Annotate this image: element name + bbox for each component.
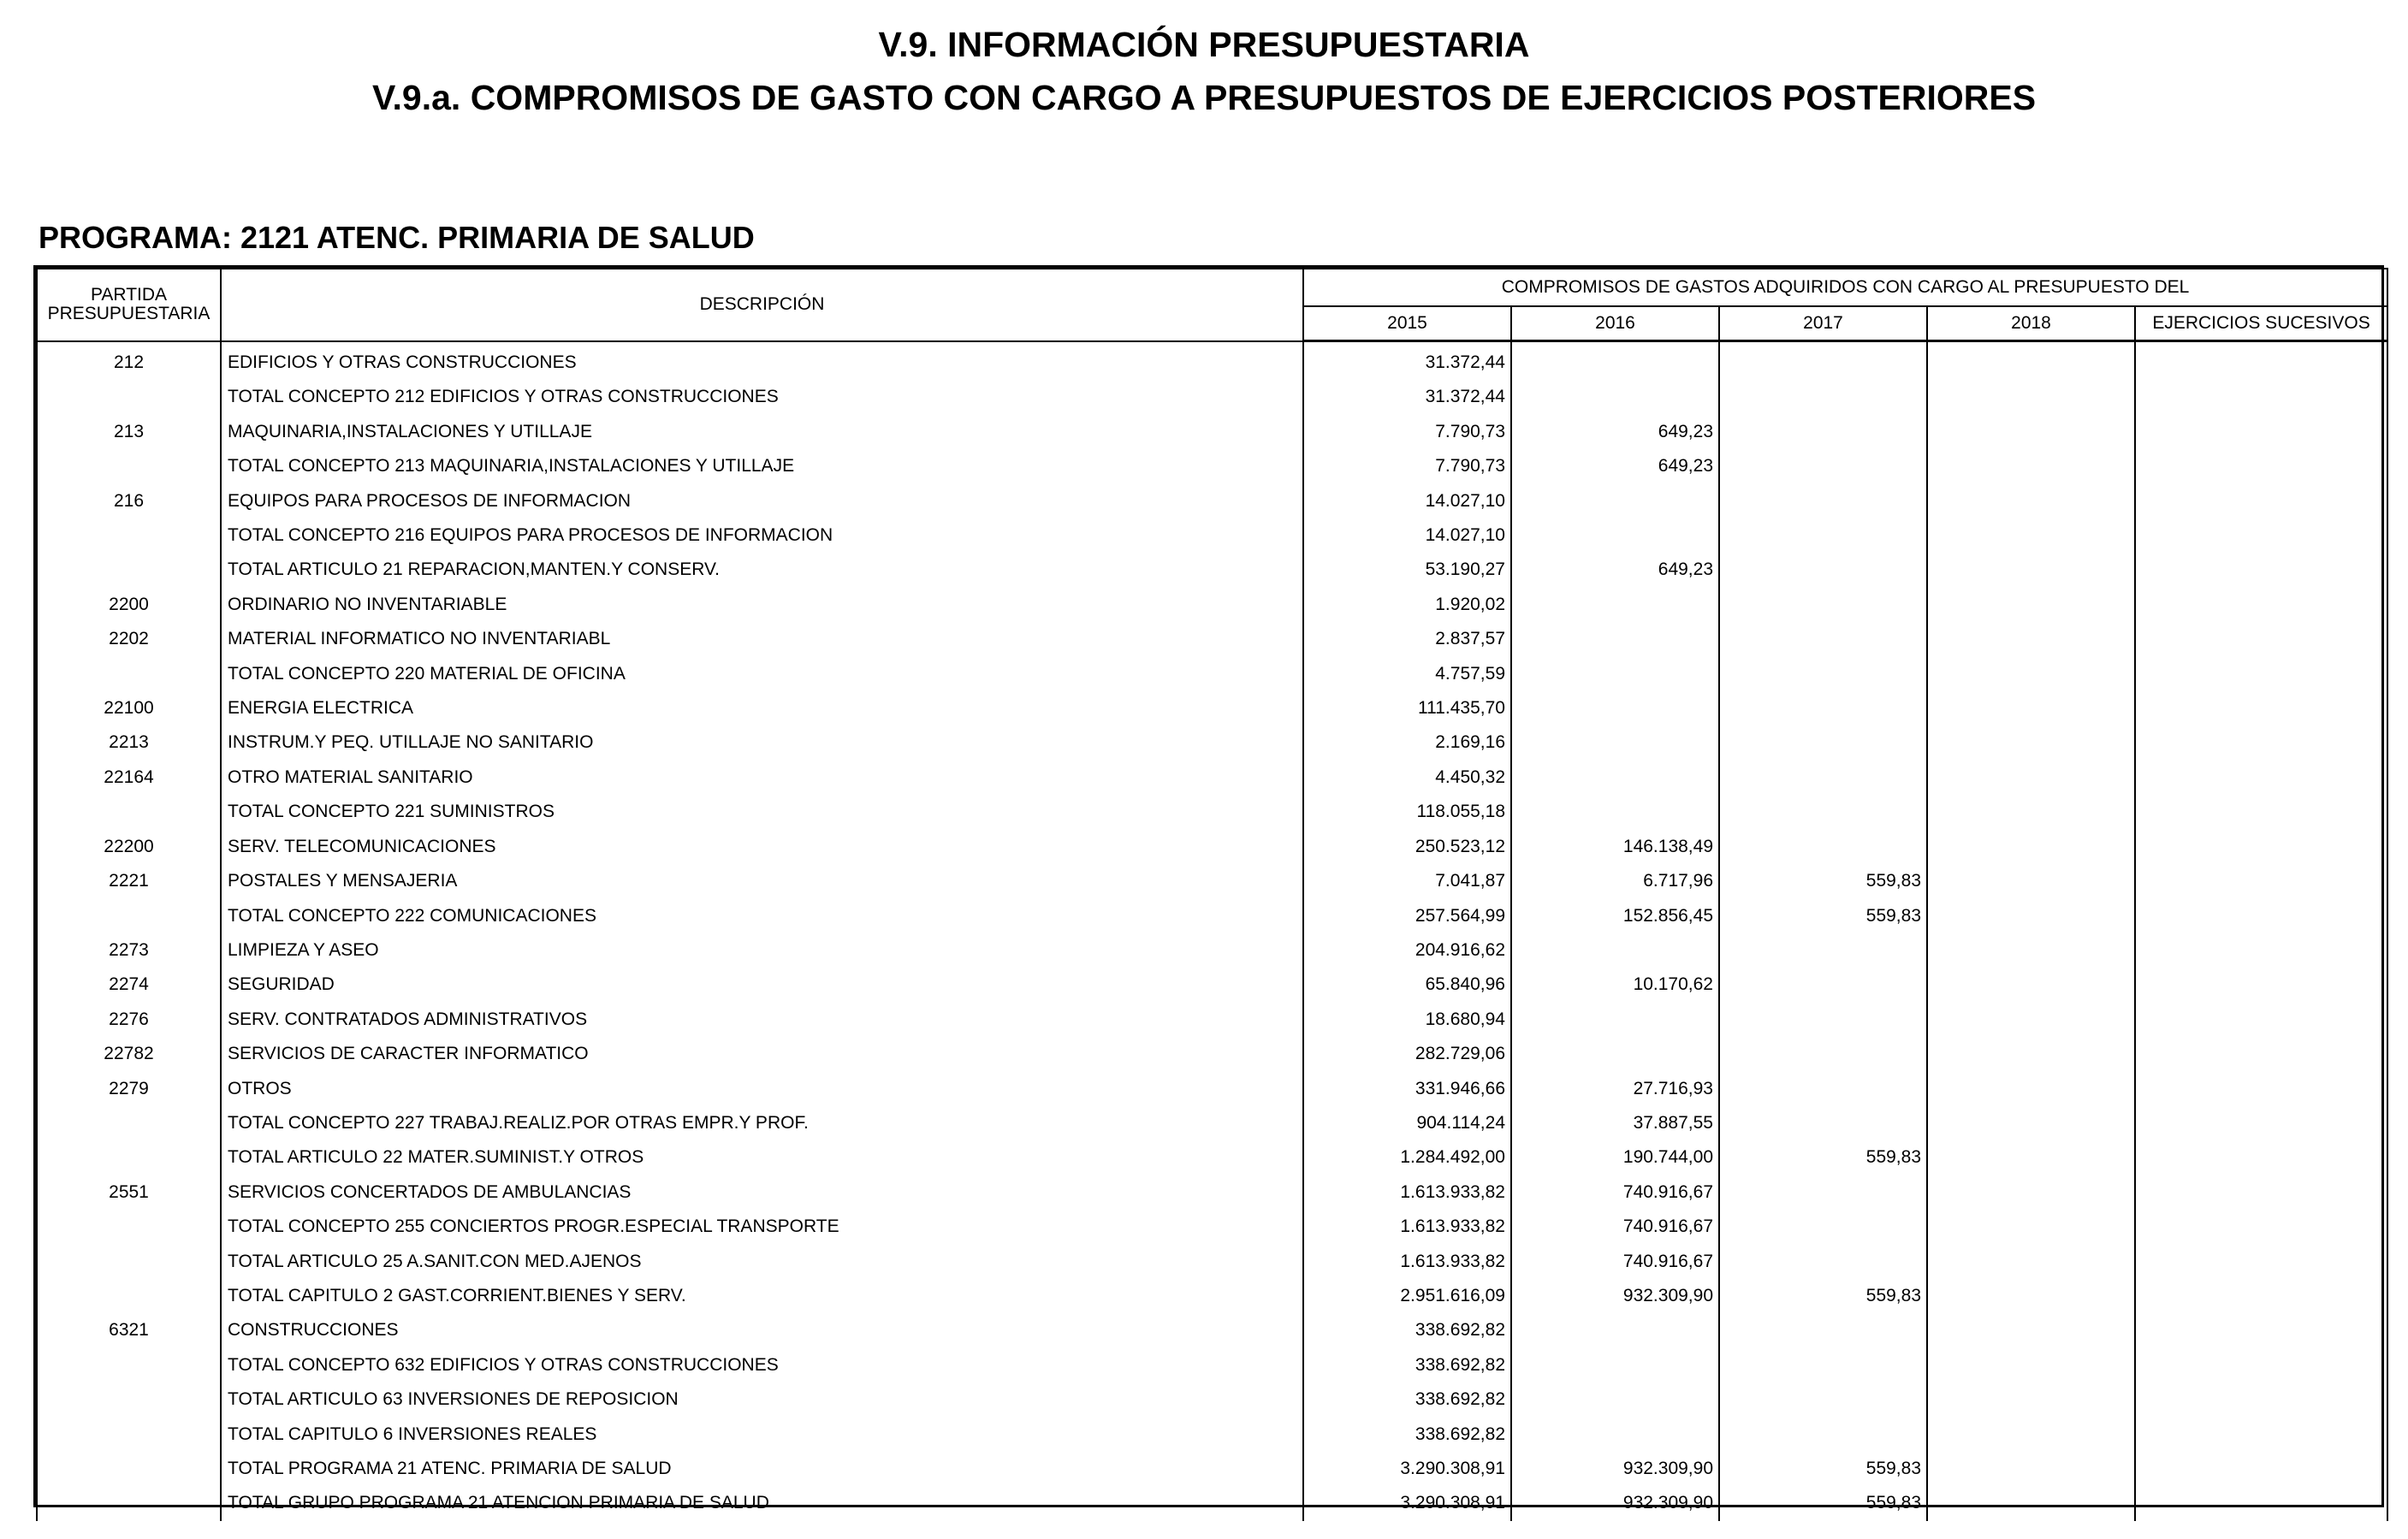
value-2017-cell	[1719, 1003, 1927, 1037]
value-2016-cell: 152.856,45	[1511, 899, 1719, 933]
value-sucesivos-cell	[2135, 933, 2387, 968]
value-2018-cell	[1927, 795, 2135, 829]
partida-cell	[37, 1486, 221, 1520]
value-2017-cell	[1719, 341, 1927, 381]
descripcion-cell: POSTALES Y MENSAJERIA	[221, 864, 1303, 898]
value-2016-cell	[1511, 657, 1719, 691]
descripcion-cell: TOTAL CONCEPTO 212 EDIFICIOS Y OTRAS CONSTRUCCIONES	[221, 380, 1303, 414]
value-sucesivos-cell	[2135, 761, 2387, 795]
value-sucesivos-cell	[2135, 341, 2387, 381]
value-2018-cell	[1927, 1452, 2135, 1486]
value-2018-cell	[1927, 341, 2135, 381]
table-row	[37, 1279, 2387, 1313]
value-2018-cell	[1927, 1348, 2135, 1382]
value-sucesivos-cell	[2135, 1106, 2387, 1140]
value-2015-cell: 257.564,99	[1303, 899, 1511, 933]
partida-cell: 2274	[37, 968, 221, 1002]
partida-cell	[37, 899, 221, 933]
value-2018-cell	[1927, 899, 2135, 933]
descripcion-cell: CONSTRUCCIONES	[221, 1313, 1303, 1347]
value-sucesivos-cell	[2135, 1348, 2387, 1382]
value-2015-cell: 1.613.933,82	[1303, 1245, 1511, 1279]
value-sucesivos-cell	[2135, 1279, 2387, 1313]
descripcion-cell: TOTAL ARTICULO 22 MATER.SUMINIST.Y OTROS	[221, 1140, 1303, 1175]
table-row	[37, 657, 2387, 691]
value-2017-cell	[1719, 622, 1927, 656]
value-2015-cell: 4.757,59	[1303, 657, 1511, 691]
value-2015-cell: 282.729,06	[1303, 1037, 1511, 1071]
report-title: V.9. INFORMACIÓN PRESUPUESTARIA	[878, 25, 1530, 64]
value-2015-cell: 3.290.308,91	[1303, 1486, 1511, 1520]
value-2016-cell: 146.138,49	[1511, 830, 1719, 864]
value-sucesivos-cell	[2135, 1313, 2387, 1347]
value-2015-cell: 2.169,16	[1303, 725, 1511, 760]
table-row	[37, 1072, 2387, 1106]
value-2016-cell	[1511, 795, 1719, 829]
value-2017-cell	[1719, 1175, 1927, 1210]
table-row	[37, 1348, 2387, 1382]
value-2017-cell	[1719, 1313, 1927, 1347]
partida-cell	[37, 1382, 221, 1417]
partida-cell: 2202	[37, 622, 221, 656]
table-row	[37, 484, 2387, 518]
year-header-2018: 2018	[1927, 306, 2135, 341]
partida-cell: 213	[37, 415, 221, 449]
value-2015-cell: 1.284.492,00	[1303, 1140, 1511, 1175]
value-2017-cell	[1719, 1037, 1927, 1071]
value-2017-cell	[1719, 588, 1927, 622]
value-2015-cell: 1.920,02	[1303, 588, 1511, 622]
value-2015-cell: 111.435,70	[1303, 691, 1511, 725]
value-2017-cell: 559,83	[1719, 899, 1927, 933]
value-2017-cell	[1719, 725, 1927, 760]
value-2018-cell	[1927, 1106, 2135, 1140]
partida-cell: 2200	[37, 588, 221, 622]
table-row	[37, 1486, 2387, 1520]
table-row	[37, 1106, 2387, 1140]
value-2016-cell	[1511, 484, 1719, 518]
value-2016-cell: 740.916,67	[1511, 1210, 1719, 1244]
value-sucesivos-cell	[2135, 622, 2387, 656]
descripcion-cell: OTRO MATERIAL SANITARIO	[221, 761, 1303, 795]
value-2016-cell	[1511, 761, 1719, 795]
value-2018-cell	[1927, 725, 2135, 760]
table-row	[37, 864, 2387, 898]
value-2017-cell	[1719, 761, 1927, 795]
table-row	[37, 725, 2387, 760]
value-2018-cell	[1927, 691, 2135, 725]
descripcion-cell: TOTAL GRUPO PROGRAMA 21 ATENCION PRIMARIA DE SALUD	[221, 1486, 1303, 1520]
table-row	[37, 588, 2387, 622]
value-2016-cell: 37.887,55	[1511, 1106, 1719, 1140]
value-sucesivos-cell	[2135, 1003, 2387, 1037]
table-body	[37, 341, 2387, 1521]
descripcion-cell: EQUIPOS PARA PROCESOS DE INFORMACION	[221, 484, 1303, 518]
value-sucesivos-cell	[2135, 1210, 2387, 1244]
value-2018-cell	[1927, 761, 2135, 795]
value-sucesivos-cell	[2135, 1418, 2387, 1452]
value-2016-cell	[1511, 1003, 1719, 1037]
value-2015-cell: 1.613.933,82	[1303, 1175, 1511, 1210]
value-sucesivos-cell	[2135, 725, 2387, 760]
value-2017-cell	[1719, 1348, 1927, 1382]
partida-cell: 22200	[37, 830, 221, 864]
value-2015-cell: 338.692,82	[1303, 1313, 1511, 1347]
partida-cell	[37, 1279, 221, 1313]
value-sucesivos-cell	[2135, 1175, 2387, 1210]
descripcion-cell: ENERGIA ELECTRICA	[221, 691, 1303, 725]
descripcion-cell: TOTAL PROGRAMA 21 ATENC. PRIMARIA DE SALUD	[221, 1452, 1303, 1486]
value-2015-cell: 1.613.933,82	[1303, 1210, 1511, 1244]
value-sucesivos-cell	[2135, 899, 2387, 933]
value-2017-cell	[1719, 449, 1927, 483]
table-row	[37, 622, 2387, 656]
budget-table	[36, 268, 2388, 1521]
value-2018-cell	[1927, 1175, 2135, 1210]
value-2015-cell: 338.692,82	[1303, 1382, 1511, 1417]
value-2016-cell	[1511, 1418, 1719, 1452]
value-2017-cell	[1719, 933, 1927, 968]
value-2018-cell	[1927, 415, 2135, 449]
value-2015-cell: 2.951.616,09	[1303, 1279, 1511, 1313]
descripcion-cell: SERVICIOS DE CARACTER INFORMATICO	[221, 1037, 1303, 1071]
value-2018-cell	[1927, 449, 2135, 483]
descripcion-cell: OTROS	[221, 1072, 1303, 1106]
value-sucesivos-cell	[2135, 795, 2387, 829]
value-2018-cell	[1927, 1037, 2135, 1071]
value-2016-cell: 740.916,67	[1511, 1245, 1719, 1279]
value-2018-cell	[1927, 588, 2135, 622]
value-2015-cell: 18.680,94	[1303, 1003, 1511, 1037]
value-2017-cell	[1719, 795, 1927, 829]
value-2016-cell: 932.309,90	[1511, 1279, 1719, 1313]
value-2016-cell	[1511, 341, 1719, 381]
value-sucesivos-cell	[2135, 484, 2387, 518]
value-sucesivos-cell	[2135, 588, 2387, 622]
value-2016-cell: 932.309,90	[1511, 1486, 1719, 1520]
descripcion-cell: TOTAL CONCEPTO 213 MAQUINARIA,INSTALACIONES Y UTILLAJE	[221, 449, 1303, 483]
partida-cell	[37, 1210, 221, 1244]
value-2015-cell: 31.372,44	[1303, 341, 1511, 381]
value-2016-cell: 27.716,93	[1511, 1072, 1719, 1106]
descripcion-cell: MAQUINARIA,INSTALACIONES Y UTILLAJE	[221, 415, 1303, 449]
table-row	[37, 899, 2387, 933]
table-row	[37, 1210, 2387, 1244]
value-2017-cell	[1719, 657, 1927, 691]
partida-cell	[37, 795, 221, 829]
value-2016-cell	[1511, 725, 1719, 760]
value-2018-cell	[1927, 484, 2135, 518]
value-2015-cell: 65.840,96	[1303, 968, 1511, 1002]
partida-cell	[37, 553, 221, 587]
value-2018-cell	[1927, 657, 2135, 691]
descripcion-cell: SERV. TELECOMUNICACIONES	[221, 830, 1303, 864]
value-2016-cell: 649,23	[1511, 449, 1719, 483]
descripcion-cell: EDIFICIOS Y OTRAS CONSTRUCCIONES	[221, 341, 1303, 381]
year-header-2016: 2016	[1511, 306, 1719, 341]
value-2018-cell	[1927, 933, 2135, 968]
partida-cell	[37, 1106, 221, 1140]
value-2018-cell	[1927, 1140, 2135, 1175]
table-row	[37, 1175, 2387, 1210]
value-sucesivos-cell	[2135, 1037, 2387, 1071]
partida-cell: 2213	[37, 725, 221, 760]
value-2018-cell	[1927, 1072, 2135, 1106]
value-2016-cell	[1511, 1313, 1719, 1347]
descripcion-cell: TOTAL CAPITULO 6 INVERSIONES REALES	[221, 1418, 1303, 1452]
partida-cell	[37, 1245, 221, 1279]
value-2016-cell: 10.170,62	[1511, 968, 1719, 1002]
descripcion-cell: TOTAL CONCEPTO 227 TRABAJ.REALIZ.POR OTRAS EMPR.Y PROF.	[221, 1106, 1303, 1140]
value-2015-cell: 338.692,82	[1303, 1418, 1511, 1452]
value-2017-cell	[1719, 830, 1927, 864]
year-header-sucesivos: EJERCICIOS SUCESIVOS	[2135, 306, 2387, 341]
value-2015-cell: 7.790,73	[1303, 449, 1511, 483]
value-2015-cell: 53.190,27	[1303, 553, 1511, 587]
value-2015-cell: 2.837,57	[1303, 622, 1511, 656]
descripcion-header: DESCRIPCIÓN	[221, 269, 1303, 341]
descripcion-cell: INSTRUM.Y PEQ. UTILLAJE NO SANITARIO	[221, 725, 1303, 760]
value-2017-cell	[1719, 1245, 1927, 1279]
value-2015-cell: 204.916,62	[1303, 933, 1511, 968]
value-sucesivos-cell	[2135, 968, 2387, 1002]
partida-cell	[37, 518, 221, 553]
partida-cell: 2221	[37, 864, 221, 898]
value-2015-cell: 7.041,87	[1303, 864, 1511, 898]
partida-header: PARTIDA PRESUPUESTARIA	[37, 269, 221, 341]
partida-cell: 22100	[37, 691, 221, 725]
partida-cell	[37, 1452, 221, 1486]
value-2016-cell	[1511, 691, 1719, 725]
value-sucesivos-cell	[2135, 380, 2387, 414]
partida-cell: 22164	[37, 761, 221, 795]
table-row	[37, 933, 2387, 968]
value-2017-cell: 559,83	[1719, 1452, 1927, 1486]
value-2018-cell	[1927, 1245, 2135, 1279]
table-row	[37, 518, 2387, 553]
value-2016-cell	[1511, 588, 1719, 622]
value-2017-cell	[1719, 968, 1927, 1002]
value-2017-cell	[1719, 1072, 1927, 1106]
value-2015-cell: 4.450,32	[1303, 761, 1511, 795]
value-2018-cell	[1927, 1003, 2135, 1037]
value-2018-cell	[1927, 380, 2135, 414]
table-row	[37, 830, 2387, 864]
value-2015-cell: 3.290.308,91	[1303, 1452, 1511, 1486]
value-2018-cell	[1927, 1382, 2135, 1417]
value-sucesivos-cell	[2135, 1382, 2387, 1417]
descripcion-cell: TOTAL ARTICULO 21 REPARACION,MANTEN.Y CONSERV.	[221, 553, 1303, 587]
value-sucesivos-cell	[2135, 691, 2387, 725]
partida-cell: 212	[37, 341, 221, 381]
value-2017-cell	[1719, 1382, 1927, 1417]
partida-cell	[37, 1418, 221, 1452]
table-row	[37, 449, 2387, 483]
value-sucesivos-cell	[2135, 1452, 2387, 1486]
table-row	[37, 415, 2387, 449]
descripcion-cell: TOTAL CONCEPTO 222 COMUNICACIONES	[221, 899, 1303, 933]
value-2018-cell	[1927, 1313, 2135, 1347]
partida-cell: 22782	[37, 1037, 221, 1071]
value-2016-cell	[1511, 622, 1719, 656]
value-2015-cell: 338.692,82	[1303, 1348, 1511, 1382]
table-row	[37, 1037, 2387, 1071]
partida-cell: 6321	[37, 1313, 221, 1347]
value-2015-cell: 7.790,73	[1303, 415, 1511, 449]
value-2015-cell: 250.523,12	[1303, 830, 1511, 864]
descripcion-cell: TOTAL CONCEPTO 255 CONCIERTOS PROGR.ESPECIAL TRANSPORTE	[221, 1210, 1303, 1244]
table-row	[37, 1418, 2387, 1452]
value-2018-cell	[1927, 968, 2135, 1002]
value-2016-cell	[1511, 380, 1719, 414]
table-row	[37, 761, 2387, 795]
value-2018-cell	[1927, 1279, 2135, 1313]
value-2017-cell	[1719, 518, 1927, 553]
value-2015-cell: 14.027,10	[1303, 484, 1511, 518]
year-header-2015: 2015	[1303, 306, 1511, 341]
table-row	[37, 691, 2387, 725]
table-row	[37, 1140, 2387, 1175]
table-row	[37, 1313, 2387, 1347]
value-2018-cell	[1927, 1210, 2135, 1244]
value-2015-cell: 31.372,44	[1303, 380, 1511, 414]
value-2017-cell	[1719, 484, 1927, 518]
table-row	[37, 1382, 2387, 1417]
value-2017-cell	[1719, 691, 1927, 725]
partida-cell: 2551	[37, 1175, 221, 1210]
value-2017-cell: 559,83	[1719, 864, 1927, 898]
partida-cell	[37, 657, 221, 691]
partida-cell: 216	[37, 484, 221, 518]
partida-cell	[37, 380, 221, 414]
value-sucesivos-cell	[2135, 864, 2387, 898]
descripcion-cell: TOTAL ARTICULO 25 A.SANIT.CON MED.AJENOS	[221, 1245, 1303, 1279]
descripcion-cell: TOTAL CONCEPTO 220 MATERIAL DE OFICINA	[221, 657, 1303, 691]
descripcion-cell: TOTAL CONCEPTO 221 SUMINISTROS	[221, 795, 1303, 829]
table-row	[37, 968, 2387, 1002]
value-2016-cell: 6.717,96	[1511, 864, 1719, 898]
value-2015-cell: 904.114,24	[1303, 1106, 1511, 1140]
value-2017-cell: 559,83	[1719, 1279, 1927, 1313]
value-sucesivos-cell	[2135, 518, 2387, 553]
value-2018-cell	[1927, 553, 2135, 587]
value-sucesivos-cell	[2135, 657, 2387, 691]
descripcion-cell: TOTAL ARTICULO 63 INVERSIONES DE REPOSICION	[221, 1382, 1303, 1417]
descripcion-cell: SERV. CONTRATADOS ADMINISTRATIVOS	[221, 1003, 1303, 1037]
value-sucesivos-cell	[2135, 1245, 2387, 1279]
table-row	[37, 380, 2387, 414]
value-2015-cell: 118.055,18	[1303, 795, 1511, 829]
table-row	[37, 553, 2387, 587]
value-sucesivos-cell	[2135, 830, 2387, 864]
value-2016-cell: 740.916,67	[1511, 1175, 1719, 1210]
value-2018-cell	[1927, 864, 2135, 898]
value-2018-cell	[1927, 1418, 2135, 1452]
value-2016-cell: 190.744,00	[1511, 1140, 1719, 1175]
descripcion-cell: TOTAL CAPITULO 2 GAST.CORRIENT.BIENES Y SERV.	[221, 1279, 1303, 1313]
descripcion-cell: ORDINARIO NO INVENTARIABLE	[221, 588, 1303, 622]
value-sucesivos-cell	[2135, 449, 2387, 483]
partida-cell	[37, 449, 221, 483]
compromisos-group-header: COMPROMISOS DE GASTOS ADQUIRIDOS CON CARGO AL PRESUPUESTO DEL	[1303, 269, 2387, 306]
value-2018-cell	[1927, 518, 2135, 553]
value-2016-cell	[1511, 1348, 1719, 1382]
table-row	[37, 1003, 2387, 1037]
value-sucesivos-cell	[2135, 1072, 2387, 1106]
table-row	[37, 795, 2387, 829]
value-sucesivos-cell	[2135, 415, 2387, 449]
value-2016-cell	[1511, 933, 1719, 968]
value-2017-cell	[1719, 1210, 1927, 1244]
value-2016-cell: 649,23	[1511, 553, 1719, 587]
descripcion-cell: TOTAL CONCEPTO 632 EDIFICIOS Y OTRAS CONSTRUCCIONES	[221, 1348, 1303, 1382]
year-header-2017: 2017	[1719, 306, 1927, 341]
value-2017-cell: 559,83	[1719, 1486, 1927, 1520]
partida-cell: 2279	[37, 1072, 221, 1106]
value-2017-cell	[1719, 415, 1927, 449]
descripcion-cell: MATERIAL INFORMATICO NO INVENTARIABL	[221, 622, 1303, 656]
partida-cell: 2276	[37, 1003, 221, 1037]
value-2015-cell: 331.946,66	[1303, 1072, 1511, 1106]
value-2016-cell	[1511, 1037, 1719, 1071]
descripcion-cell: LIMPIEZA Y ASEO	[221, 933, 1303, 968]
partida-cell	[37, 1348, 221, 1382]
programa-heading: PROGRAMA: 2121 ATENC. PRIMARIA DE SALUD	[39, 220, 755, 255]
value-2015-cell: 14.027,10	[1303, 518, 1511, 553]
descripcion-cell: SERVICIOS CONCERTADOS DE AMBULANCIAS	[221, 1175, 1303, 1210]
descripcion-cell: TOTAL CONCEPTO 216 EQUIPOS PARA PROCESOS DE INFORMACION	[221, 518, 1303, 553]
value-2016-cell	[1511, 518, 1719, 553]
value-2017-cell	[1719, 553, 1927, 587]
report-subtitle: V.9.a. COMPROMISOS DE GASTO CON CARGO A PRESUPUESTOS DE EJERCICIOS POSTERIORES	[371, 78, 2037, 117]
value-sucesivos-cell	[2135, 1486, 2387, 1520]
descripcion-cell: SEGURIDAD	[221, 968, 1303, 1002]
value-2017-cell	[1719, 1106, 1927, 1140]
value-2017-cell: 559,83	[1719, 1140, 1927, 1175]
value-2018-cell	[1927, 830, 2135, 864]
partida-cell: 2273	[37, 933, 221, 968]
value-sucesivos-cell	[2135, 1140, 2387, 1175]
table-row	[37, 341, 2387, 381]
value-sucesivos-cell	[2135, 553, 2387, 587]
value-2016-cell: 649,23	[1511, 415, 1719, 449]
value-2016-cell	[1511, 1382, 1719, 1417]
value-2018-cell	[1927, 1486, 2135, 1520]
partida-cell	[37, 1140, 221, 1175]
value-2016-cell: 932.309,90	[1511, 1452, 1719, 1486]
budget-table-frame	[33, 265, 2384, 1513]
table-row	[37, 1245, 2387, 1279]
table-row	[37, 1452, 2387, 1486]
value-2017-cell	[1719, 380, 1927, 414]
value-2018-cell	[1927, 622, 2135, 656]
value-2017-cell	[1719, 1418, 1927, 1452]
